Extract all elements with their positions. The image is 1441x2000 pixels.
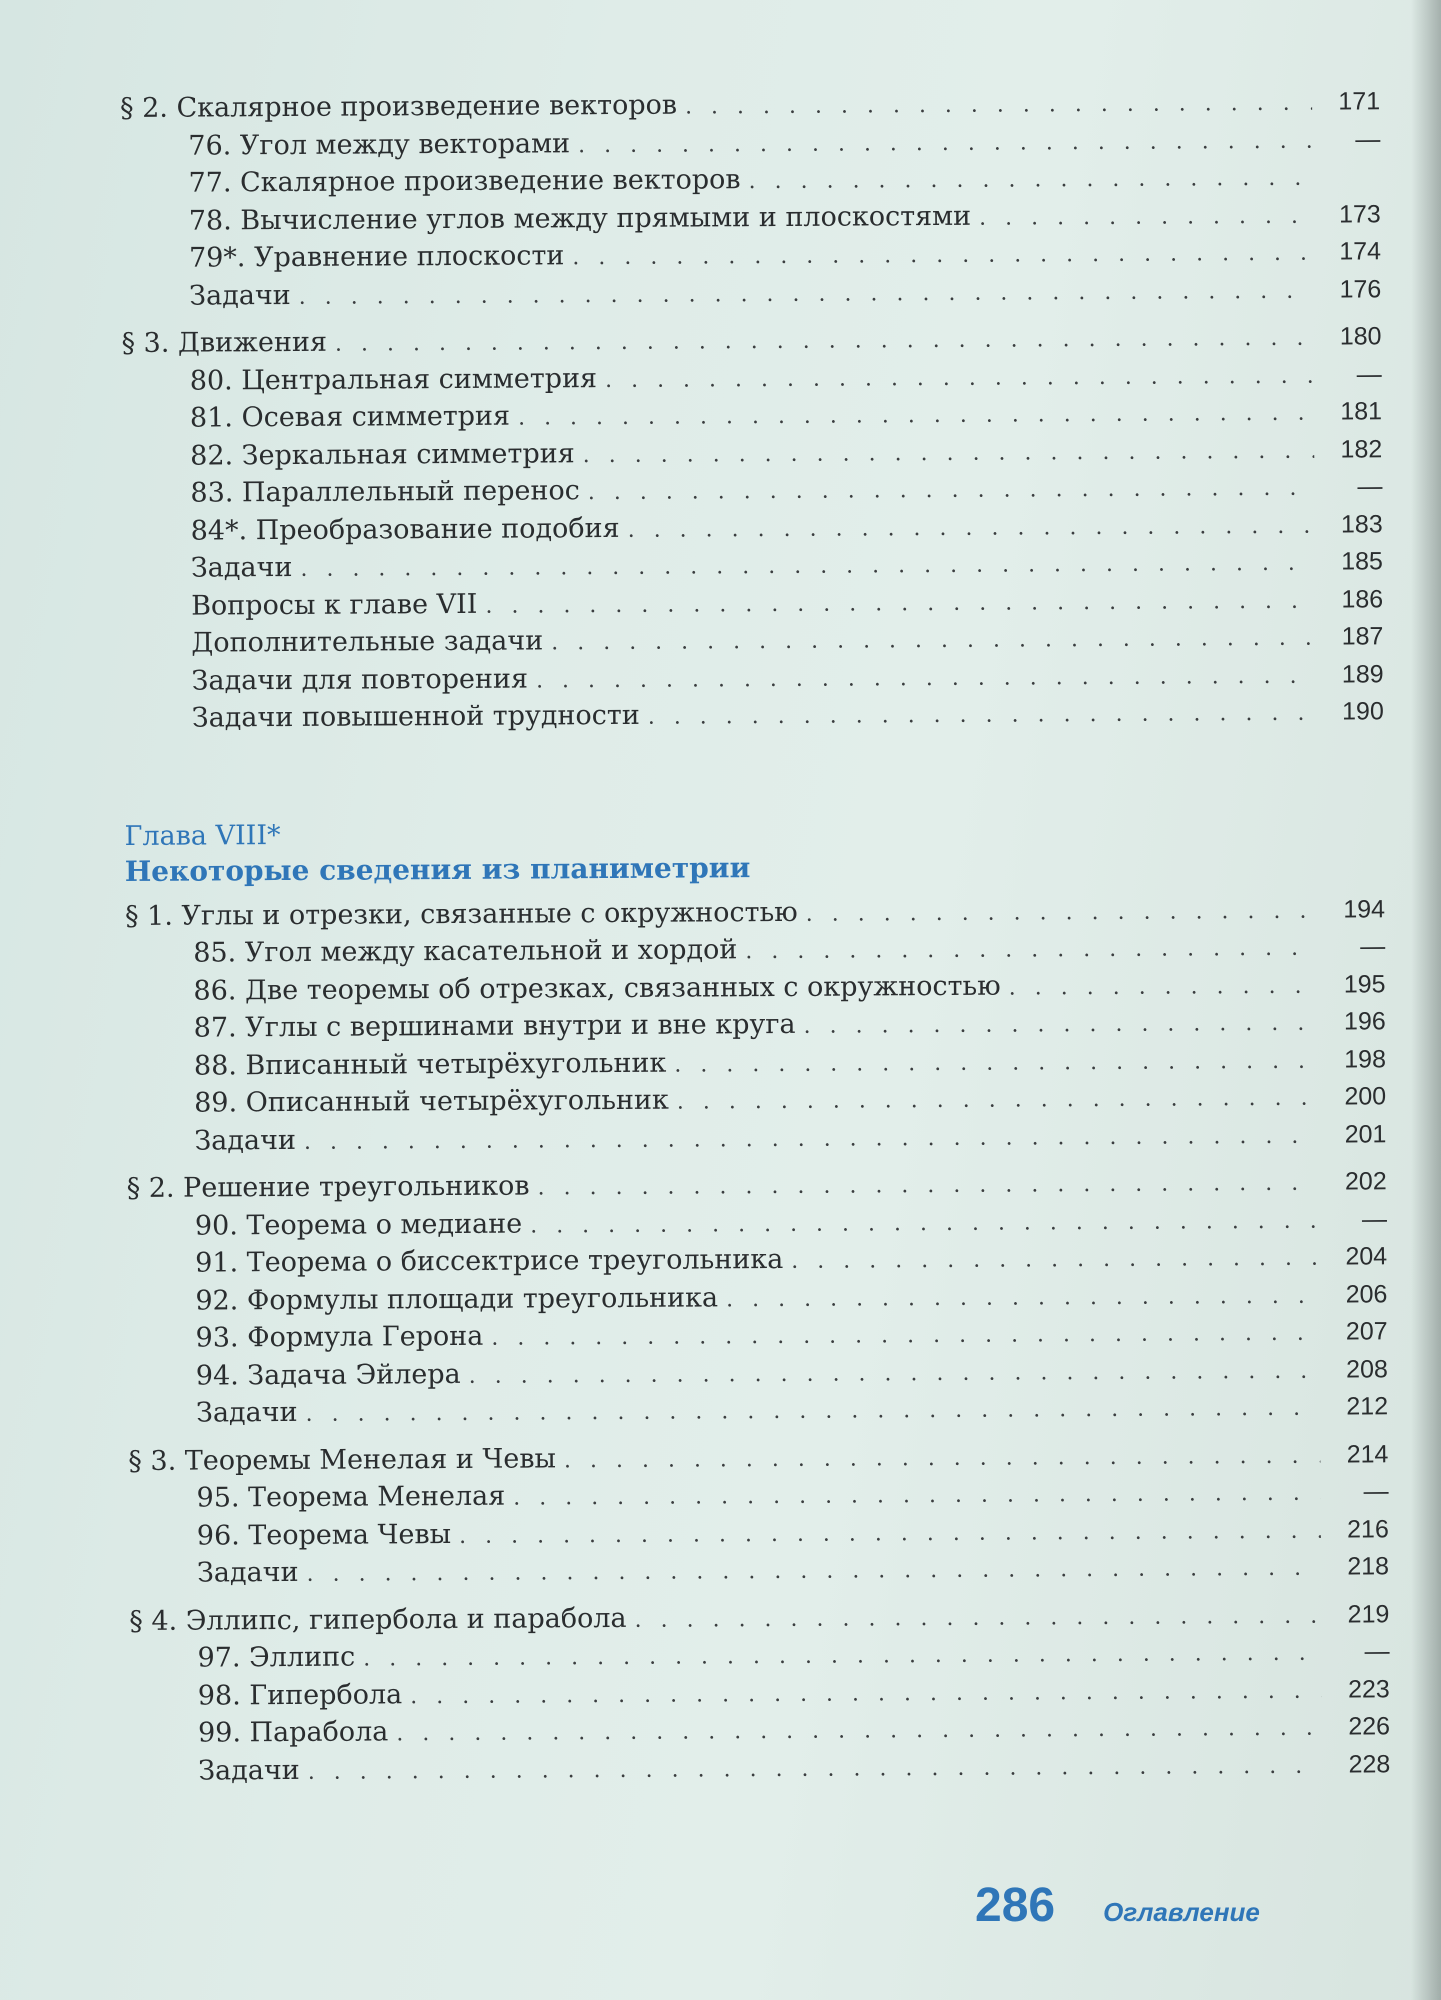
toc-entry-label: Задачи bbox=[198, 1754, 300, 1787]
toc-section-label: § 3. Движения bbox=[121, 326, 328, 359]
toc-page-number: 204 bbox=[1345, 1242, 1388, 1271]
toc-page-number: — bbox=[1361, 1204, 1388, 1233]
toc-section bbox=[121, 317, 1383, 737]
toc-entry-row bbox=[129, 1510, 1389, 1555]
dot-leader bbox=[578, 122, 1312, 164]
toc-entry-label: 76. Угол между векторами bbox=[188, 127, 571, 162]
toc-entry-label: 88. Вписанный четырёхугольник bbox=[193, 1047, 667, 1082]
toc-section-label: § 2. Скалярное произведение векторов bbox=[120, 89, 678, 124]
toc-page-number: 216 bbox=[1347, 1514, 1389, 1544]
toc-entry-label: Задачи bbox=[196, 1556, 299, 1589]
toc-entry-row bbox=[123, 505, 1383, 550]
dot-leader bbox=[396, 1710, 1322, 1753]
dot-leader bbox=[726, 1277, 1320, 1318]
toc-entry-row bbox=[125, 965, 1385, 1010]
dot-leader bbox=[299, 272, 1314, 316]
dot-leader bbox=[335, 320, 1314, 363]
toc-entry-label: Вопросы к главе VII bbox=[191, 588, 478, 622]
toc-page-number: 201 bbox=[1344, 1119, 1387, 1149]
chapter-gap bbox=[124, 730, 1384, 820]
dot-leader bbox=[806, 892, 1318, 933]
toc-page-number: — bbox=[1355, 124, 1381, 153]
chapter-subtitle: Некоторые сведения из планиметрии bbox=[124, 850, 751, 888]
dot-leader bbox=[677, 1080, 1319, 1121]
toc-entry-row bbox=[122, 467, 1382, 512]
toc-page-number: 174 bbox=[1339, 237, 1382, 266]
toc-entry-row bbox=[126, 1040, 1386, 1085]
toc-entry-row bbox=[124, 692, 1384, 737]
chapter-vii-sections bbox=[120, 82, 1384, 737]
toc-section-row bbox=[129, 1595, 1389, 1640]
toc-page-number: — bbox=[1360, 932, 1386, 961]
dot-leader bbox=[674, 1042, 1318, 1083]
toc-entry-label: 94. Задача Эйлера bbox=[195, 1358, 461, 1392]
table-of-contents bbox=[120, 82, 1390, 1790]
toc-page-number: 189 bbox=[1341, 659, 1384, 689]
toc-page-number: 181 bbox=[1340, 397, 1383, 426]
toc-entry-label: Задачи повышенной трудности bbox=[191, 699, 640, 734]
dot-leader bbox=[634, 1597, 1321, 1639]
toc-entry-label: 98. Гипербола bbox=[197, 1678, 403, 1712]
toc-section-row bbox=[125, 890, 1385, 935]
toc-entry-label: 81. Осевая симметрия bbox=[189, 400, 511, 434]
dot-leader bbox=[410, 1672, 1322, 1715]
toc-entry-row bbox=[123, 655, 1383, 700]
toc-section-row bbox=[120, 82, 1380, 127]
dot-leader bbox=[485, 582, 1315, 625]
dot-leader bbox=[300, 545, 1315, 589]
toc-entry-label: 93. Формула Герона bbox=[195, 1320, 484, 1354]
toc-entry-label: 91. Теорема о биссектрисе треугольника bbox=[195, 1243, 784, 1279]
toc-entry-label: 85. Угол между касательной и хордой bbox=[193, 934, 738, 969]
toc-page-number: 223 bbox=[1347, 1674, 1390, 1704]
toc-entry-row bbox=[128, 1350, 1388, 1395]
toc-page-number: — bbox=[1364, 1637, 1390, 1666]
dot-leader bbox=[513, 1475, 1321, 1517]
toc-entry-label: 89. Описанный четырёхугольник bbox=[194, 1084, 669, 1119]
toc-entry-label: 79*. Уравнение плоскости bbox=[188, 240, 565, 274]
toc-entry-row bbox=[127, 1200, 1387, 1245]
toc-entry-row bbox=[130, 1707, 1390, 1752]
dot-leader bbox=[572, 235, 1313, 277]
page-footer bbox=[975, 1878, 1260, 1933]
toc-page-number: 187 bbox=[1341, 622, 1384, 651]
toc-entry-row bbox=[123, 542, 1383, 587]
toc-entry-label: 80. Центральная симметрия bbox=[189, 362, 598, 397]
toc-page-number: — bbox=[1363, 1477, 1389, 1506]
toc-page-number: 195 bbox=[1343, 969, 1386, 999]
toc-entry-label: 87. Углы с вершинами внутри и вне круга bbox=[193, 1008, 796, 1044]
toc-section bbox=[120, 82, 1381, 315]
dot-leader bbox=[605, 357, 1314, 399]
dot-leader bbox=[1009, 967, 1318, 1006]
dot-leader bbox=[745, 930, 1317, 971]
toc-page-number: 212 bbox=[1346, 1392, 1389, 1421]
toc-page-number: 171 bbox=[1338, 87, 1381, 116]
toc-page-number: 196 bbox=[1343, 1007, 1386, 1036]
dot-leader bbox=[979, 197, 1313, 237]
dot-leader bbox=[491, 1315, 1320, 1358]
toc-page-number: 185 bbox=[1341, 547, 1383, 576]
toc-entry-row bbox=[129, 1632, 1389, 1677]
toc-entry-row bbox=[127, 1275, 1387, 1320]
dot-leader bbox=[791, 1240, 1319, 1281]
toc-section bbox=[127, 1162, 1389, 1432]
toc-page-number: — bbox=[1356, 359, 1382, 388]
toc-page-number: 194 bbox=[1343, 894, 1386, 924]
toc-entry-row bbox=[128, 1472, 1388, 1517]
toc-entry-label: 84*. Преобразование подобия bbox=[190, 512, 620, 547]
dot-leader bbox=[537, 1165, 1318, 1207]
toc-entry-label: 82. Зеркальная симметрия bbox=[190, 437, 575, 472]
toc-section-row bbox=[127, 1162, 1387, 1207]
toc-entry-row bbox=[130, 1670, 1390, 1715]
toc-entry-row bbox=[128, 1312, 1388, 1357]
dot-leader bbox=[588, 470, 1315, 512]
toc-page-number: 202 bbox=[1344, 1167, 1387, 1196]
toc-entry-label: 78. Вычисление углов между прямыми и плоскостями bbox=[188, 200, 972, 237]
toc-page-number: 226 bbox=[1348, 1712, 1391, 1741]
toc-entry-row bbox=[127, 1237, 1387, 1282]
dot-leader bbox=[628, 507, 1315, 549]
toc-entry-row bbox=[121, 270, 1381, 315]
toc-entry-row bbox=[123, 617, 1383, 662]
toc-page-number: 173 bbox=[1338, 199, 1381, 229]
toc-page-number: 207 bbox=[1345, 1317, 1388, 1346]
toc-entry-row bbox=[122, 355, 1382, 400]
toc-entry-label: Дополнительные задачи bbox=[191, 625, 544, 659]
toc-page-number: 200 bbox=[1344, 1082, 1387, 1111]
toc-page-number: 198 bbox=[1344, 1044, 1387, 1074]
toc-page-number: 219 bbox=[1347, 1599, 1390, 1629]
toc-section bbox=[125, 890, 1387, 1160]
toc-entry-label: Задачи bbox=[189, 279, 291, 312]
dot-leader bbox=[305, 1390, 1320, 1434]
toc-entry-label: 92. Формулы площади треугольника bbox=[195, 1281, 719, 1317]
toc-entry-row bbox=[126, 1002, 1386, 1047]
dot-leader bbox=[648, 695, 1316, 737]
dot-leader bbox=[551, 620, 1315, 662]
toc-entry-label: 97. Эллипс bbox=[197, 1641, 356, 1674]
dot-leader bbox=[803, 1005, 1317, 1046]
toc-page-number: — bbox=[1357, 472, 1383, 501]
toc-entry-row bbox=[130, 1745, 1390, 1790]
toc-entry-label: 83. Параллельный перенос bbox=[190, 475, 580, 509]
dot-leader bbox=[583, 432, 1315, 474]
toc-entry-row bbox=[129, 1547, 1389, 1592]
toc-entry-label: 77. Скалярное произведение векторов bbox=[188, 164, 741, 199]
toc-entry-label: 99. Парабола bbox=[197, 1716, 389, 1749]
toc-entry-label: Задачи bbox=[195, 1396, 298, 1429]
toc-section-row bbox=[121, 317, 1381, 362]
toc-entry-row bbox=[122, 392, 1382, 437]
chapter-viii-sections bbox=[125, 890, 1390, 1790]
dot-leader bbox=[459, 1512, 1321, 1555]
toc-entry-row bbox=[125, 927, 1385, 972]
dot-leader bbox=[304, 1117, 1319, 1161]
toc-entry-row bbox=[122, 430, 1382, 475]
toc-entry-row bbox=[126, 1077, 1386, 1122]
toc-entry-label: 95. Теорема Менелая bbox=[196, 1480, 506, 1514]
toc-entry-row bbox=[123, 580, 1383, 625]
toc-page-number: 214 bbox=[1346, 1439, 1389, 1469]
dot-leader bbox=[530, 1202, 1319, 1244]
toc-page-number: 183 bbox=[1340, 509, 1383, 539]
toc-section-label: § 2. Решение треугольников bbox=[126, 1170, 530, 1204]
toc-page-number: 176 bbox=[1339, 274, 1382, 304]
toc-entry-row bbox=[126, 1115, 1386, 1160]
toc-section bbox=[128, 1435, 1389, 1593]
toc-entry-label: 86. Две теоремы об отрезках, связанных с окружностью bbox=[193, 970, 1001, 1007]
toc-page-number: 218 bbox=[1347, 1552, 1390, 1581]
toc-entry-label: Задачи bbox=[190, 551, 293, 584]
toc-entry-label: 90. Теорема о медиане bbox=[194, 1208, 523, 1242]
dot-leader bbox=[536, 657, 1316, 699]
toc-section bbox=[129, 1595, 1390, 1790]
toc-entry-row bbox=[121, 195, 1381, 240]
toc-entry-label: Задачи для повторения bbox=[191, 663, 529, 697]
dot-leader bbox=[518, 395, 1314, 437]
toc-page-number: 180 bbox=[1339, 322, 1382, 351]
dot-leader bbox=[306, 1550, 1321, 1594]
chapter-title: Глава VIII* bbox=[124, 819, 281, 852]
toc-page-number: 206 bbox=[1345, 1279, 1388, 1309]
dot-leader bbox=[363, 1635, 1322, 1678]
toc-page-number: 228 bbox=[1348, 1749, 1391, 1779]
toc-entry-label: 96. Теорема Чевы bbox=[196, 1518, 452, 1552]
toc-entry-row bbox=[128, 1387, 1388, 1432]
toc-entry-row bbox=[121, 232, 1381, 277]
dot-leader bbox=[564, 1437, 1321, 1479]
running-title: Оглавление bbox=[1103, 1897, 1260, 1927]
toc-page-number: 182 bbox=[1340, 434, 1383, 464]
dot-leader bbox=[469, 1352, 1320, 1395]
toc-page-number: 186 bbox=[1341, 584, 1384, 614]
toc-section-label: § 4. Эллипс, гипербола и парабола bbox=[129, 1602, 627, 1637]
toc-section-label: § 3. Теоремы Менелая и Чевы bbox=[128, 1442, 557, 1477]
toc-entry-row bbox=[120, 157, 1380, 202]
toc-page-number: 208 bbox=[1346, 1354, 1388, 1384]
dot-leader bbox=[308, 1747, 1323, 1791]
dot-leader bbox=[748, 160, 1312, 201]
toc-page-number: 190 bbox=[1342, 697, 1384, 726]
page-number: 286 bbox=[975, 1879, 1056, 1932]
dot-leader bbox=[685, 85, 1312, 126]
toc-section-label: § 1. Углы и отрезки, связанные с окружностью bbox=[124, 896, 798, 932]
toc-entry-row bbox=[120, 120, 1380, 165]
toc-section-row bbox=[128, 1435, 1388, 1480]
toc-entry-label: Задачи bbox=[194, 1124, 297, 1157]
